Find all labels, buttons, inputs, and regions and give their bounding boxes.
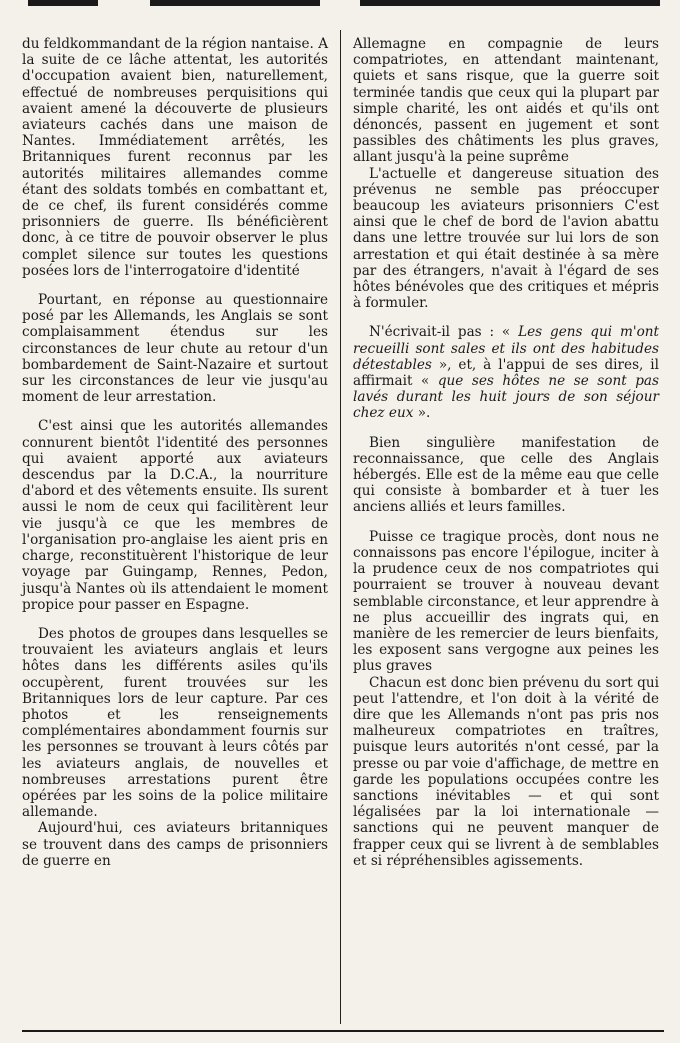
- p3-quote-1: Les gens qui m'ont recueilli sont sales et ils ont des habitudes détestables: [353, 324, 659, 373]
- p3-quote-2: que ses hôtes ne se sont pas lavés durant les huit jours de son séjour chez eux: [353, 373, 659, 422]
- p3-text-c: ».: [417, 405, 431, 422]
- left-paragraph-3: C'est ainsi que les autorités allemandes connurent bientôt l'identité des personnes qui avaient apporté aux aviateurs descendus par la D.C.A., la nourriture d'abord et des vêtements ensuite. Ils surent aussi le nom de ceux qui facilitèrent leur vie jusqu'à ce que les membres de l'organisation pro-anglaise les aient pris en charge, reconstituèrent l'historique de leur voyage par Guingamp, Rennes, Pedon, jusqu'à Nantes où ils attendaient le moment propice pour passer en Espagne.: [22, 418, 328, 613]
- top-rule-right: [360, 0, 660, 6]
- right-paragraph-5: Puisse ce tragique procès, dont nous ne connaissons pas encore l'épilogue, inciter à la prudence ceux de nos compatriotes qui pourraient se trouver à nouveau devant semblable circonstance, et leur apprendre à ne plus accueillir des ingrats qui, en manière de les remercier de leurs bienfaits, les exposent sans vergogne aux peines les plus graves: [353, 528, 659, 675]
- left-column: [22, 36, 328, 869]
- column-separator: [340, 30, 341, 1024]
- top-rule-left: [28, 0, 98, 6]
- top-rule-mid: [150, 0, 320, 6]
- bottom-rule: [22, 1030, 664, 1032]
- left-paragraph-4: Des photos de groupes dans lesquelles se trouvaient les aviateurs anglais et leurs hôtes dans les différents asiles qu'ils occupèrent, furent trouvées sur les Britanniques lors de leur capture. Par ces photos et les renseignements complémentaires abondamment fournis sur les personnes se trouvant à leurs côtés par les aviateurs anglais, de nouvelles et nombreuses arrestations purent être opérées par les soins de la police militaire allemande.: [22, 625, 328, 821]
- right-paragraph-3: [353, 324, 659, 421]
- right-paragraph-4: Bien singulière manifestation de reconnaissance, que celle des Anglais hébergés. Elle est de la même eau que celle qui consiste à bombarder et à tuer les anciens alliés et leurs familles.: [353, 434, 659, 516]
- right-paragraph-6: Chacun est donc bien prévenu du sort qui peut l'attendre, et l'on doit à la vérité de dire que les Allemands n'ont pas pris nos malheureux compatriotes en traîtres, puisque leurs autorités n'ont cessé, par la presse ou par voie d'affichage, de mettre en garde les populations occupées contre les sanctions inévitables — et qui sont légalisées par la loi internationale — sanctions qui ne peuvent manquer de frapper ceux qui se livrent à de semblables et si répréhensibles agissements.: [353, 674, 659, 869]
- p3-text-a: N'écrivait-il pas : «: [369, 324, 511, 341]
- p3-text-b: », et, à l'appui de ses dires, il affirmait «: [353, 356, 660, 390]
- right-paragraph-2: L'actuelle et dangereuse situation des prévenus ne semble pas préoccuper beaucoup les aviateurs prisonniers C'est ainsi que le chef de bord de l'avion abattu dans une lettre trouvée sur lui lors de son arrestation et qui était destinée à sa mère par des étrangers, n'avait à l'égard de ses hôtes bénévoles que des critiques et mépris à formuler.: [353, 165, 659, 312]
- left-paragraph-2: Pourtant, en réponse au questionnaire posé par les Allemands, les Anglais se sont complaisamment étendus sur les circonstances de leur chute au retour d'un bombardement de Saint-Nazaire et surtout sur les circonstances de leur vie jusqu'au moment de leur arrestation.: [22, 292, 328, 406]
- right-paragraph-1: Allemagne en compagnie de leurs compatriotes, en attendant maintenant, quiets et sans risque, que la guerre soit terminée tandis que ceux qui la plupart par simple charité, les ont aidés et qu'ils ont dénoncés, passent en jugement et sont passibles des châtiments les plus graves, allant jusqu'à la peine suprême: [353, 36, 659, 166]
- left-paragraph-5: Aujourd'hui, ces aviateurs britanniques se trouvent dans des camps de prisonniers de guerre en: [22, 820, 328, 869]
- left-paragraph-1: du feldkommandant de la région nantaise. A la suite de ce lâche attentat, les autorités d'occupation avaient bien, naturellement, effectué de nombreuses perquisitions qui avaient amené la découverte de plusieurs aviateurs cachés dans une maison de Nantes. Immédiatement arrêtés, les Britanniques furent reconnus par les autorités militaires allemandes comme étant des soldats tombés en combattant et, de ce chef, ils furent considérés comme prisonniers de guerre. Ils bénéficièrent donc, à ce titre de pouvoir observer le plus complet silence sur toutes les questions posées lors de l'interrogatoire d'identité: [22, 36, 329, 279]
- right-column: [353, 36, 659, 869]
